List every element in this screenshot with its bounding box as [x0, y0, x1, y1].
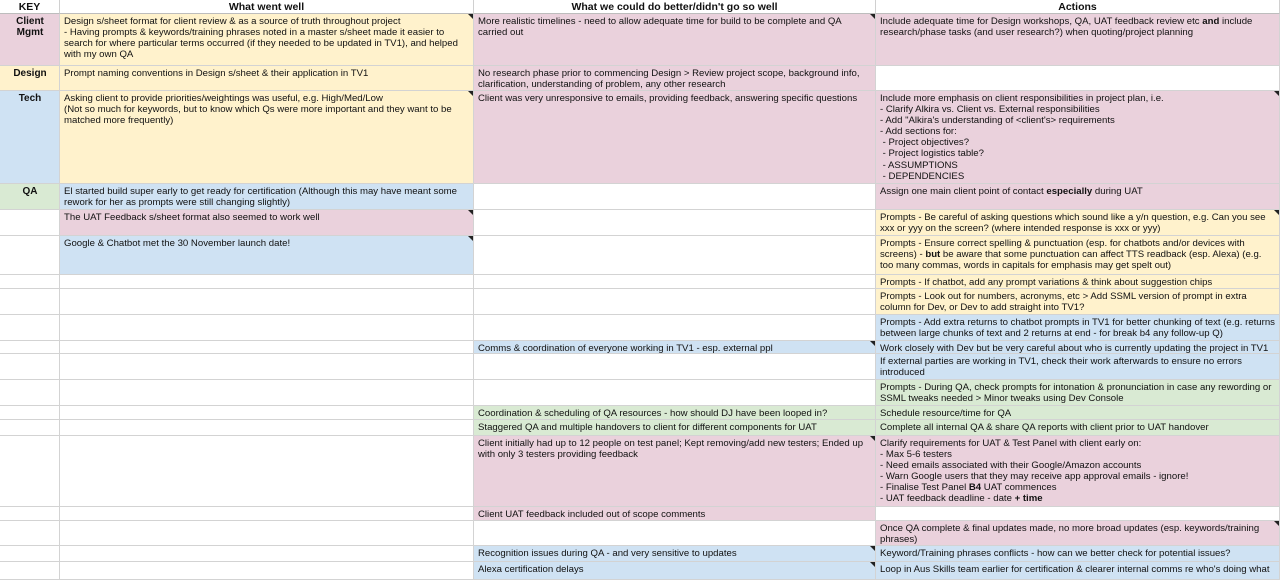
key-cell[interactable]	[0, 289, 60, 315]
key-cell[interactable]	[0, 380, 60, 406]
action-cell[interactable]	[876, 66, 1280, 91]
do-better-cell[interactable]	[474, 275, 876, 289]
action-cell[interactable]: Clarify requirements for UAT & Test Panel with client early on: - Max 5-6 testers - Need emails associated with their Google/Amazon accounts - Warn Google users that they may receive app approval emails - ignore! - Finalise Test Panel B4 UAT commences - UAT feedback deadline - date + time	[876, 436, 1280, 507]
table-row	[0, 14, 1280, 66]
action-cell[interactable]: Prompts - Be careful of asking questions which sound like a y/n question, e.g. Can you see xxx or yyy on the screen? (where intended response is xxx or yyy)	[876, 210, 1280, 236]
action-cell[interactable]: If external parties are working in TV1, check their work afterwards to ensure no errors introduced	[876, 354, 1280, 380]
table-row	[0, 210, 1280, 236]
header-do-better[interactable]: What we could do better/didn't go so well	[474, 0, 876, 14]
do-better-cell[interactable]	[474, 236, 876, 275]
went-well-cell[interactable]	[60, 289, 474, 315]
key-cell[interactable]: QA	[0, 184, 60, 210]
went-well-cell[interactable]	[60, 315, 474, 341]
table-row	[0, 315, 1280, 341]
do-better-cell[interactable]: Coordination & scheduling of QA resources - how should DJ have been looped in?	[474, 406, 876, 420]
action-cell[interactable]: Prompts - During QA, check prompts for intonation & pronunciation in case any rewording or SSML tweaks needed > Minor tweaks using Dev Console	[876, 380, 1280, 406]
do-better-cell[interactable]	[474, 315, 876, 341]
table-row	[0, 562, 1280, 580]
action-cell[interactable]: Prompts - Add extra returns to chatbot prompts in TV1 for better chunking of text (e.g. returns between large chunks of text and 2 returns at end - for break b4 any follow-up Q)	[876, 315, 1280, 341]
key-cell[interactable]: Design	[0, 66, 60, 91]
went-well-cell[interactable]	[60, 436, 474, 507]
key-cell[interactable]: Client Mgmt	[0, 14, 60, 66]
do-better-cell[interactable]	[474, 354, 876, 380]
action-cell[interactable]: Assign one main client point of contact especially during UAT	[876, 184, 1280, 210]
key-cell[interactable]	[0, 436, 60, 507]
key-cell[interactable]	[0, 406, 60, 420]
do-better-cell[interactable]	[474, 289, 876, 315]
do-better-cell[interactable]: Client was very unresponsive to emails, providing feedback, answering specific questions	[474, 91, 876, 184]
went-well-cell[interactable]	[60, 521, 474, 546]
table-row	[0, 546, 1280, 562]
went-well-cell[interactable]: The UAT Feedback s/sheet format also seemed to work well	[60, 210, 474, 236]
do-better-cell[interactable]: No research phase prior to commencing Design > Review project scope, background info, clarification, understanding of problem, any other research	[474, 66, 876, 91]
header-actions[interactable]: Actions	[876, 0, 1280, 14]
action-cell[interactable]: Prompts - Look out for numbers, acronyms, etc > Add SSML version of prompt in extra column for Dev, or Dev to add straight into TV1?	[876, 289, 1280, 315]
table-row	[0, 66, 1280, 91]
went-well-cell[interactable]: Asking client to provide priorities/weightings was useful, e.g. High/Med/Low (Not so much for keywords, but to know which Qs were more important and they want to be matched more frequently)	[60, 91, 474, 184]
key-cell[interactable]	[0, 562, 60, 580]
went-well-cell[interactable]	[60, 354, 474, 380]
table-row	[0, 436, 1280, 507]
key-cell[interactable]	[0, 354, 60, 380]
header-went-well[interactable]: What went well	[60, 0, 474, 14]
do-better-cell[interactable]: Recognition issues during QA - and very sensitive to updates	[474, 546, 876, 562]
went-well-cell[interactable]: El started build super early to get ready for certification (Although this may have meant some rework for her as prompts were still changing slightly)	[60, 184, 474, 210]
action-cell[interactable]: Work closely with Dev but be very careful about who is currently updating the project in TV1	[876, 341, 1280, 354]
table-row	[0, 507, 1280, 521]
went-well-cell[interactable]	[60, 546, 474, 562]
went-well-cell[interactable]	[60, 380, 474, 406]
action-cell[interactable]: Keyword/Training phrases conflicts - how can we better check for potential issues?	[876, 546, 1280, 562]
table-row	[0, 521, 1280, 546]
do-better-cell[interactable]: Comms & coordination of everyone working in TV1 - esp. external ppl	[474, 341, 876, 354]
table-row	[0, 289, 1280, 315]
key-cell[interactable]: Tech	[0, 91, 60, 184]
table-row	[0, 380, 1280, 406]
action-cell[interactable]: Prompts - If chatbot, add any prompt variations & think about suggestion chips	[876, 275, 1280, 289]
table-row	[0, 341, 1280, 354]
went-well-cell[interactable]	[60, 562, 474, 580]
went-well-cell[interactable]: Prompt naming conventions in Design s/sheet & their application in TV1	[60, 66, 474, 91]
table-row	[0, 420, 1280, 436]
do-better-cell[interactable]: Alexa certification delays	[474, 562, 876, 580]
key-cell[interactable]	[0, 420, 60, 436]
went-well-cell[interactable]	[60, 420, 474, 436]
action-cell[interactable]: Prompts - Ensure correct spelling & punctuation (esp. for chatbots and/or devices with screens) - but be aware that some punctuation can affect TTS readback (esp. Alexa) (e.g. too many commas, words in capitals for emphasis may get spelt out)	[876, 236, 1280, 275]
went-well-cell[interactable]	[60, 507, 474, 521]
went-well-cell[interactable]	[60, 406, 474, 420]
went-well-cell[interactable]: Google & Chatbot met the 30 November launch date!	[60, 236, 474, 275]
key-cell[interactable]	[0, 275, 60, 289]
went-well-cell[interactable]	[60, 275, 474, 289]
do-better-cell[interactable]	[474, 184, 876, 210]
table-row	[0, 406, 1280, 420]
action-cell[interactable]: Loop in Aus Skills team earlier for certification & clearer internal comms re who's doing what	[876, 562, 1280, 580]
went-well-cell[interactable]: Design s/sheet format for client review & as a source of truth throughout project - Having prompts & keywords/training phrases noted in a master s/sheet made it easier to search for where particular terms occurred (if they needed to be updated in TV1), and helped with my own QA	[60, 14, 474, 66]
action-cell[interactable]: Once QA complete & final updates made, no more broad updates (esp. keywords/training phrases)	[876, 521, 1280, 546]
action-cell[interactable]: Include more emphasis on client responsibilities in project plan, i.e. - Clarify Alkira vs. Client vs. External responsibilities - Add "Alkira's understanding of <client's> requirements - Add sections for: - Project objectives? - Project logistics table? - ASSUMPTIONS - DEPENDENCIES	[876, 91, 1280, 184]
table-row	[0, 275, 1280, 289]
action-cell[interactable]	[876, 507, 1280, 521]
do-better-cell[interactable]	[474, 380, 876, 406]
do-better-cell[interactable]: Client UAT feedback included out of scope comments	[474, 507, 876, 521]
table-row	[0, 236, 1280, 275]
key-cell[interactable]	[0, 315, 60, 341]
key-cell[interactable]	[0, 507, 60, 521]
do-better-cell[interactable]: Staggered QA and multiple handovers to client for different components for UAT	[474, 420, 876, 436]
do-better-cell[interactable]	[474, 210, 876, 236]
do-better-cell[interactable]: More realistic timelines - need to allow adequate time for build to be complete and QA carried out	[474, 14, 876, 66]
key-cell[interactable]	[0, 341, 60, 354]
action-cell[interactable]: Complete all internal QA & share QA reports with client prior to UAT handover	[876, 420, 1280, 436]
do-better-cell[interactable]: Client initially had up to 12 people on test panel; Kept removing/add new testers; Ended up with only 3 testers providing feedback	[474, 436, 876, 507]
key-cell[interactable]	[0, 236, 60, 275]
key-cell[interactable]	[0, 521, 60, 546]
header-key[interactable]: KEY	[0, 0, 60, 14]
action-cell[interactable]: Schedule resource/time for QA	[876, 406, 1280, 420]
went-well-cell[interactable]	[60, 341, 474, 354]
table-row	[0, 184, 1280, 210]
do-better-cell[interactable]	[474, 521, 876, 546]
table-row	[0, 354, 1280, 380]
action-cell[interactable]: Include adequate time for Design workshops, QA, UAT feedback review etc and include research/phase tasks (and user research?) when quoting/project planning	[876, 14, 1280, 66]
key-cell[interactable]	[0, 210, 60, 236]
key-cell[interactable]	[0, 546, 60, 562]
table-row	[0, 91, 1280, 184]
